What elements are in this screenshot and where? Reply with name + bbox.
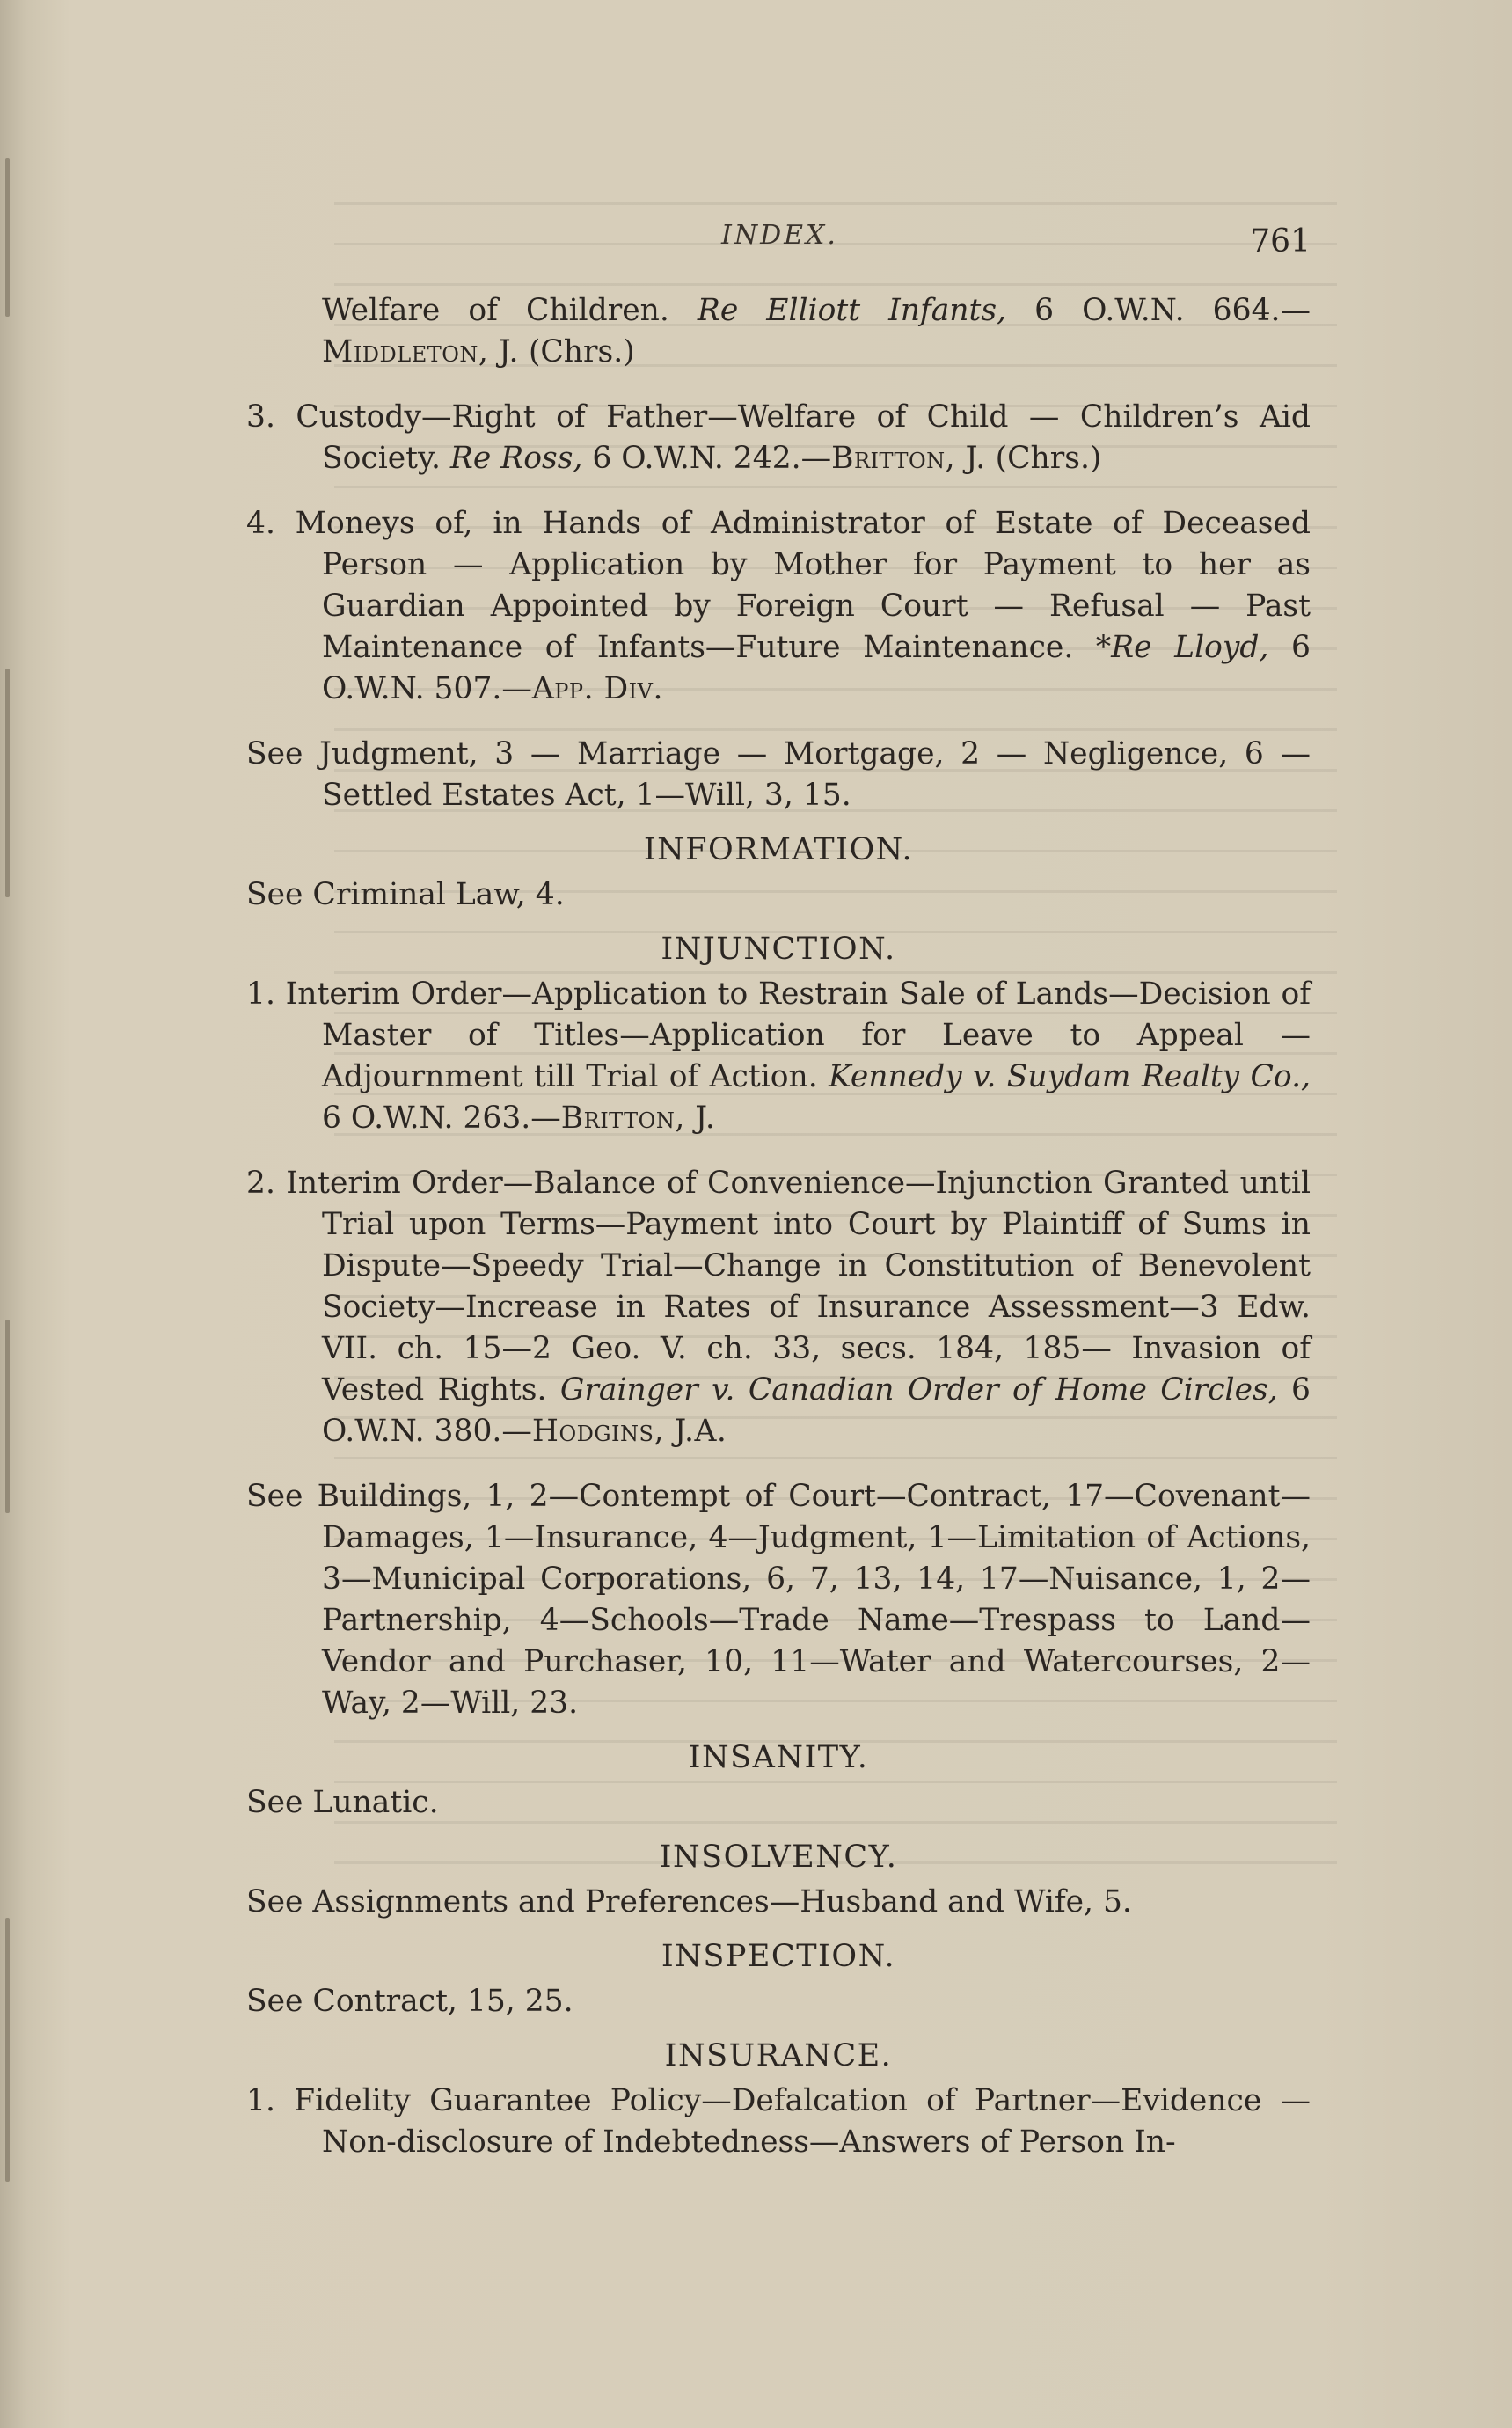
see-also-entry	[246, 1782, 1311, 1824]
entry-text: See Assignments and Preferences—Husband and Wife, 5.	[246, 1884, 1132, 1920]
index-entry	[246, 1163, 1311, 1452]
entry-text: See Criminal Law, 4.	[246, 877, 565, 912]
chambers-note: (Chrs.)	[985, 441, 1102, 476]
entry-text: See Lunatic.	[246, 1785, 439, 1820]
entry-text: Welfare of Children.	[322, 293, 698, 328]
index-entry	[246, 503, 1311, 710]
chambers-note: (Chrs.)	[518, 334, 635, 369]
index-entry	[246, 2081, 1311, 2163]
section-heading: INSOLVENCY.	[659, 1839, 898, 1875]
citation: 6 O.W.N. 507.—	[322, 630, 1311, 706]
entry-text: 1. Interim Order—Application to Restrain Sale of Lands—Decision of Master of Titles—Application for Leave to Appeal —Adjournment till Trial of Action.	[246, 976, 1311, 1094]
case-name: *Re Lloyd,	[1095, 630, 1269, 665]
see-also-entry	[246, 1476, 1311, 1724]
citation: 6 O.W.N. 664.—	[1006, 293, 1311, 328]
section-heading: INSURANCE.	[664, 2038, 893, 2073]
entry-text: See Judgment, 3 — Marriage — Mortgage, 2 — Negligence, 6 — Settled Estates Act, 1—Will, 3, 15.	[246, 736, 1311, 813]
judge-name: Britton, J.	[560, 1101, 716, 1136]
section-heading: INSPECTION.	[661, 1939, 896, 1974]
section-heading: INSANITY.	[688, 1740, 869, 1775]
section-heading: INJUNCTION.	[661, 932, 896, 967]
see-also-entry	[246, 734, 1311, 816]
entry-text: See Contract, 15, 25.	[246, 1984, 573, 2019]
entry-text: 4. Moneys of, in Hands of Administrator of Estate of Deceased Person — Application by Mother for Payment to her as Guardian Appointed by Foreign Court — Refusal — Past Maintenance of Infants—Future Maintenance.	[246, 506, 1311, 665]
entry-text: 1. Fidelity Guarantee Policy—Defalcation of Partner—Evidence —Non-disclosure of Indebtedness—Answers of Person In-	[246, 2083, 1311, 2160]
index-entry	[246, 974, 1311, 1139]
case-name: Grainger v. Canadian Order of Home Circles,	[559, 1372, 1278, 1408]
section-heading: INFORMATION.	[643, 832, 914, 867]
binding-shadow	[5, 1918, 10, 2182]
page-number: 761	[1250, 223, 1311, 260]
judge-name: Britton, J.	[831, 441, 986, 476]
index-body	[246, 290, 1311, 2187]
citation: 6 O.W.N. 380.—	[322, 1372, 1311, 1449]
binding-shadow	[5, 1320, 10, 1513]
judge-name: Middleton, J.	[322, 334, 519, 369]
binding-shadow	[5, 669, 10, 897]
citation: 6 O.W.N. 263.—	[322, 1101, 561, 1136]
entry-text: 2. Interim Order—Balance of Convenience—Injunction Granted until Trial upon Terms—Payment into Court by Plaintiff of Sums in Dispute—Speedy Trial—Change in Constitution of Benevolent Society—Increase in Rates of Insurance Assessment—3 Edw. VII. ch. 15—2 Geo. V. ch. 33, secs. 184, 185— Invasion of Vested Rights.	[246, 1166, 1311, 1408]
running-head: INDEX.	[721, 220, 838, 251]
index-entry	[246, 290, 1311, 373]
page-header	[246, 220, 1311, 259]
see-also-entry	[246, 1882, 1311, 1923]
judge-name: Hodgins, J.A.	[531, 1414, 727, 1449]
case-name: Re Ross,	[449, 441, 583, 476]
entry-text: See Buildings, 1, 2—Contempt of Court—Contract, 17—Covenant—Damages, 1—Insurance, 4—Judgment, 1—Limitation of Actions, 3—Municipal Corporations, 6, 7, 13, 14, 17—Nuisance, 1, 2—Partnership, 4—Schools—Trade Name—Trespass to Land—Vendor and Purchaser, 10, 11—Water and Watercourses, 2—Way, 2—Will, 23.	[246, 1479, 1311, 1721]
see-also-entry	[246, 874, 1311, 916]
citation: 6 O.W.N. 242.—	[582, 441, 832, 476]
index-entry	[246, 397, 1311, 479]
binding-shadow	[5, 158, 10, 317]
case-name: Kennedy v. Suydam Realty Co.,	[829, 1059, 1311, 1094]
judge-name: App. Div.	[531, 671, 663, 706]
case-name: Re Elliott Infants,	[697, 293, 1007, 328]
entry-text: 3. Custody—Right of Father—Welfare of Child — Children’s Aid Society.	[246, 399, 1311, 476]
see-also-entry	[246, 1981, 1311, 2022]
